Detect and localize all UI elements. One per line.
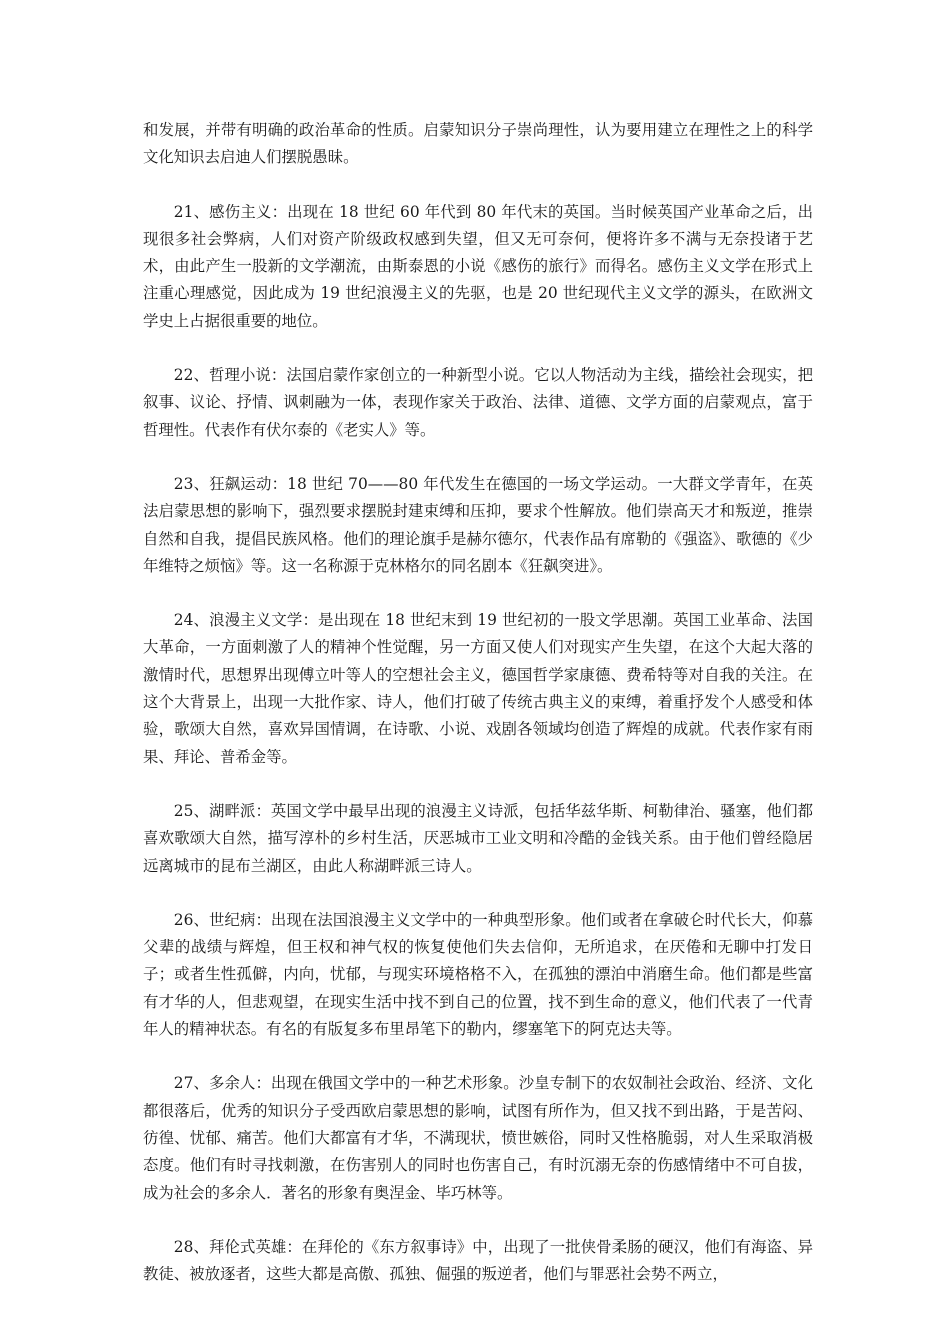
paragraph-item-23: 23、狂飙运动：18 世纪 70——80 年代发生在德国的一场文学运动。一大群文学青年，在英法启蒙思想的影响下，强烈要求摆脱封建束缚和压抑，要求个性解放。他们崇高天才和叛逆，推崇自然和自我，提倡民族风格。他们的理论旗手是赫尔德尔，代表作品有席勒的《强盗》、歌德的《少年维特之烦恼》等。这一名称源于克林格尔的同名剧本《狂飙突进》。	[143, 474, 813, 575]
document-body	[143, 117, 813, 1288]
paragraph-item-21: 21、感伤主义：出现在 18 世纪 60 年代到 80 年代末的英国。当时候英国产业革命之后，出现很多社会弊病，人们对资产阶级政权感到失望，但又无可奈何，便将许多不满与无奈投诸于艺术，由此产生一股新的文学潮流，由斯泰恩的小说《感伤的旅行》而得名。感伤主义文学在形式上注重心理感觉，因此成为 19 世纪浪漫主义的先驱，也是 20 世纪现代主义文学的源头，在欧洲文学史上占据很重要的地位。	[143, 202, 813, 330]
paragraph-intro-continuation: 和发展，并带有明确的政治革命的性质。启蒙知识分子崇尚理性，认为要用建立在理性之上的科学文化知识去启迪人们摆脱愚昧。	[143, 121, 813, 167]
paragraph-item-27: 27、多余人：出现在俄国文学中的一种艺术形象。沙皇专制下的农奴制社会政治、经济、文化都很落后，优秀的知识分子受西欧启蒙思想的影响，试图有所作为，但又找不到出路，于是苦闷、彷徨、忧郁、痛苦。他们大都富有才华，不满现状，愤世嫉俗，同时又性格脆弱，对人生采取消极态度。他们有时寻找刺激，在伤害别人的同时也伤害自己，有时沉溺无奈的伤感情绪中不可自拔，成为社会的多余人．著名的形象有奥涅金、毕巧林等。	[143, 1074, 813, 1202]
paragraph-item-25: 25、湖畔派：英国文学中最早出现的浪漫主义诗派，包括华兹华斯、柯勒律治、骚塞，他们都喜欢歌颂大自然，描写淳朴的乡村生活，厌恶城市工业文明和冷酷的金钱关系。由于他们曾经隐居远离城市的昆布兰湖区，由此人称湖畔派三诗人。	[143, 801, 813, 875]
paragraph-item-22: 22、哲理小说：法国启蒙作家创立的一种新型小说。它以人物活动为主线，描绘社会现实，把叙事、议论、抒情、讽刺融为一体，表现作家关于政治、法律、道德、文学方面的启蒙观点，富于哲理性。代表作有伏尔泰的《老实人》等。	[143, 366, 813, 439]
paragraph-item-26: 26、世纪病：出现在法国浪漫主义文学中的一种典型形象。他们或者在拿破仑时代长大，仰慕父辈的战绩与辉煌，但王权和神气权的恢复使他们失去信仰，无所追求，在厌倦和无聊中打发日子；或者生性孤僻，内向，忧郁，与现实环境格格不入，在孤独的漂泊中消磨生命。他们都是些富有才华的人，但悲观望，在现实生活中找不到自己的位置，找不到生命的意义，他们代表了一代青年人的精神状态。有名的有版复多布里昂笔下的勒内，缪塞笔下的阿克达夫等。	[143, 910, 813, 1039]
paragraph-item-28: 28、拜伦式英雄：在拜伦的《东方叙事诗》中，出现了一批侠骨柔肠的硬汉，他们有海盗、异教徒、被放逐者，这些大都是高傲、孤独、倔强的叛逆者，他们与罪恶社会势不两立，	[143, 1237, 813, 1284]
paragraph-item-24: 24、浪漫主义文学：是出现在 18 世纪末到 19 世纪初的一股文学思潮。英国工业革命、法国大革命，一方面刺激了人的精神个性觉醒，另一方面又使人们对现实产生失望，在这个大起大落的激情时代，思想界出现傅立叶等人的空想社会主义，德国哲学家康德、费希特等对自我的关注。在这个大背景上，出现一大批作家、诗人，他们打破了传统古典主义的束缚，着重抒发个人感受和体验，歌颂大自然，喜欢异国情调，在诗歌、小说、戏剧各领域均创造了辉煌的成就。代表作家有雨果、拜论、普希金等。	[143, 611, 813, 766]
